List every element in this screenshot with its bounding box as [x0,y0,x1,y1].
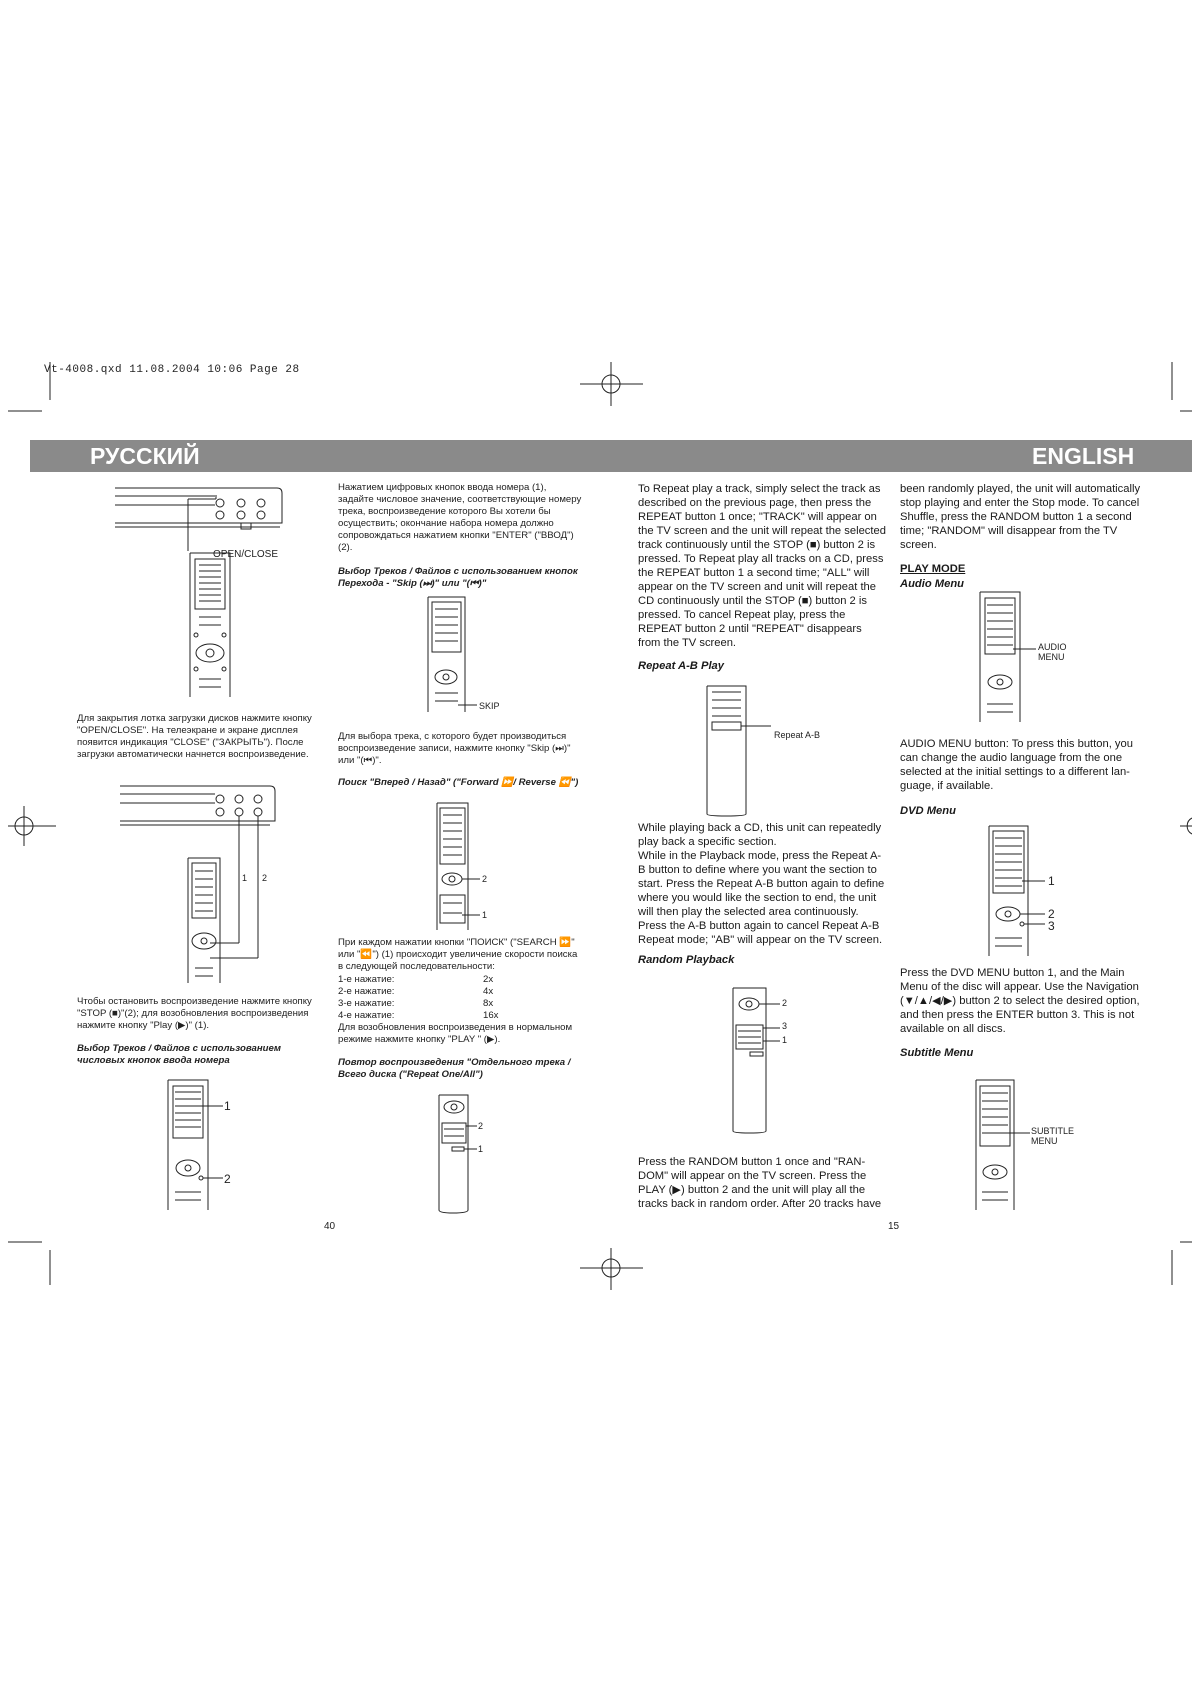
en-heading-audio-menu: Audio Menu [900,578,965,590]
stop-play-illustration [120,783,290,983]
ru-page-number: 40 [324,1221,336,1232]
stop-play-label-1: 1 [242,873,248,883]
dvd-menu-illustration [985,826,1075,956]
open-close-label: OPEN/CLOSE [213,549,279,560]
en-heading-repeat-ab: Repeat A-B Play [638,660,725,672]
en-heading-dvd-menu: DVD Menu [900,805,956,817]
repeat-illustration [437,1095,507,1210]
en-page-number: 15 [888,1221,900,1232]
search-illustration [435,803,515,930]
banner-english-title: ENGLISH [1032,443,1135,469]
dvd-menu-label-1: 1 [1048,874,1055,888]
speed-row: 1-е нажатие: 2x [338,974,494,985]
ru-heading-search: Поиск "Вперед / Назад" ("Forward ⏩/ Reverse ⏪") [338,777,579,788]
search-label-1: 1 [482,910,488,920]
ru-paragraph-resume: Для возобновления воспроизведения в нормальном режиме нажмите кнопку "PLAY " (▶). [338,1022,573,1045]
ru-paragraph-open: Для закрытия лотка загрузки дисков нажмите кнопку "OPEN/CLOSE". На телеэкране и экране дисплея появится индикация "CLOSE" ("ЗАКРЫТЬ"). После загрузки автоматически начнется воспроизведение. [77,713,312,760]
speed-table [338,974,583,1022]
file-slug: Vt-4008.qxd 11.08.2004 10:06 Page 28 [44,364,300,376]
dvd-menu-label-2: 2 [1048,907,1055,921]
ru-paragraph-stop: Чтобы остановить воспроизведение нажмите кнопку "STOP (■)"(2); для возобновления воспроизведения нажмите кнопку "Play (▶)" (1). [77,996,312,1031]
ru-heading-numeric: Выбор Треков / Файлов с использованием числовых кнопок ввода номера [77,1043,281,1066]
ru-heading-skip: Выбор Треков / Файлов с использованием кнопок Перехода - "Skip (⏭)" или "(⏮)" [338,566,578,589]
numeric-label-1: 1 [224,1099,231,1113]
numeric-label-2: 2 [224,1172,231,1186]
random-label-1: 1 [782,1035,788,1045]
banner-russian-title: РУССКИЙ [90,443,200,469]
speed-row: 3-е нажатие: 8x [338,998,494,1009]
ru-heading-repeat: Повтор воспроизведения "Отдельного трека / Всего диска ("Repeat One/All") [338,1057,571,1080]
random-label-2: 2 [782,998,788,1008]
en-paragraph-repeat: To Repeat play a track, simply select the track as described on the previous page, then press the REPEAT button 1 once; "TRACK" will appear on the TV screen and the unit will repeat the selected track continuously until the STOP (■) button 2 is pressed. To Repeat play all tracks on a CD, press the REPEAT button 1 a second time; "ALL" will appear on the TV screen and unit will repeat the CD continuously until the STOP (■) button 2 is pressed. To cancel Repeat play, press the REPEAT button 2 until "REPEAT" disappears from the TV screen. [638,483,886,649]
subtitle-menu-label: SUBTITLE MENU [1031,1126,1075,1146]
en-heading-random: Random Playback [638,954,735,966]
speed-row: 4-е нажатие: 16x [338,1010,499,1021]
en-paragraph-dvd: Press the DVD MENU button 1, and the Main Menu of the disc will appear. Use the Navigation (▼/▲/◀/▶) button 2 to select the desired option, and then press the ENTER button 3. This is not available on all discs. [900,967,1140,1035]
random-illustration [728,988,828,1133]
skip-illustration [425,597,505,712]
repeat-ab-label: Repeat A-B [774,730,821,740]
repeat-ab-illustration [705,686,845,816]
stop-play-label-2: 2 [262,873,268,883]
speed-row: 2-е нажатие: 4x [338,986,494,997]
en-paragraph-audio: AUDIO MENU button: To press this button, you can change the audio language from the one selected at the initial settings to a different lan-guage, if available. [900,738,1133,792]
skip-label: SKIP [479,701,500,711]
en-heading-play-mode: PLAY MODE [900,563,966,575]
language-banner [30,440,1192,472]
audio-menu-label: AUDIO MENU [1038,642,1067,662]
en-heading-subtitle-menu: Subtitle Menu [900,1047,974,1059]
open-close-illustration [115,485,295,697]
ru-paragraph-skip: Для выбора трека, с которого будет производиться воспроизведение записи, нажмите кнопку "Skip (⏭)" или "(⏮)". [338,731,571,766]
random-label-3: 3 [782,1021,788,1031]
ru-paragraph-search: При каждом нажатии кнопки "ПОИСК" ("SEARCH ⏩" или "⏪") (1) происходит увеличение скорости поиска в следующей последовательности: [338,937,578,972]
repeat-label-2: 2 [478,1121,484,1131]
search-label-2: 2 [482,874,488,884]
dvd-menu-label-3: 3 [1048,919,1055,933]
en-paragraph-random: Press the RANDOM button 1 once and "RAN-DOM" will appear on the TV screen. Press the PLAY (▶) button 2 and the unit will play all the tracks back in random order. After 20 tracks have [638,1156,882,1210]
en-paragraph-repeat-ab: While playing back a CD, this unit can repeatedly play back a specific section. While in the Playback mode, press the Repeat A-B button to define where you want the section to start. Press the Repeat A-B button again to define where you would like the section to end, the unit will then play the selected area continuously. Press the A-B button again to cancel Repeat A-B Repeat mode; "AB" will appear on the TV screen. [638,822,885,946]
repeat-label-1: 1 [478,1144,484,1154]
ru-paragraph-numeric: Нажатием цифровых кнопок ввода номера (1), задайте числовое значение, соответствующие номеру трека, воспроизведение которого Вы хотели бы осуществить; окончание набора номера должно сопровождаться нажатием кнопки "ENTER" ("ВВОД") (2). [338,482,582,553]
en-paragraph-random-cont: been randomly played, the unit will automatically stop playing and enter the Stop mode. To cancel Shuffle, press the RANDOM button 1 a second time; "RANDOM" will disappear from the TV screen. [900,483,1141,551]
